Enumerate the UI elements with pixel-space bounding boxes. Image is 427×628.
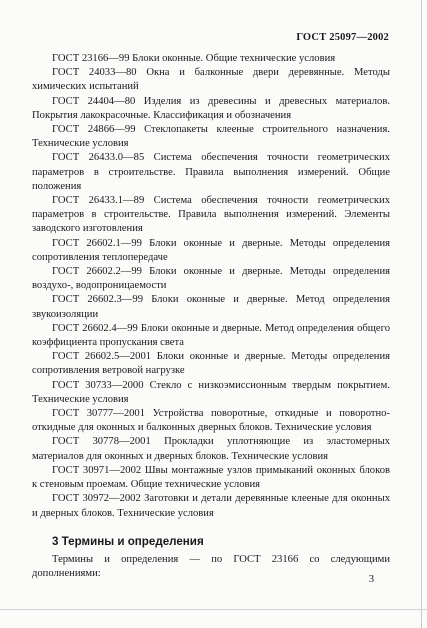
reference-item: ГОСТ 26602.2—99 Блоки оконные и дверные. Методы определения воздухо-, водопроницаемости xyxy=(32,266,390,292)
standard-header: ГОСТ 25097—2002 xyxy=(296,32,389,43)
reference-item: ГОСТ 23166—99 Блоки оконные. Общие технические условия xyxy=(52,53,336,64)
reference-item: ГОСТ 26602.4—99 Блоки оконные и дверные. Метод определения общего коэффициента пропускания света xyxy=(32,322,390,349)
reference-item: ГОСТ 26433.1—89 Система обеспечения точности геометрических параметров в строительстве. Правила выполнения измерений. Элементы заводского изготовления xyxy=(32,195,390,235)
reference-item: ГОСТ 26433.0—85 Система обеспечения точности геометрических параметров в строительстве. Правила выполнения измерений. Общие положения xyxy=(32,152,390,192)
reference-item: ГОСТ 30971—2002 Швы монтажные узлов примыканий оконных блоков к стеновым проемам. Общие технические условия xyxy=(32,464,390,491)
reference-item: ГОСТ 24866—99 Стеклопакеты клееные строительного назначения. Технические условия xyxy=(32,124,390,150)
reference-item: ГОСТ 30778—2001 Прокладки уплотняющие из эластомерных материалов для оконных и дверных блоков. Технические условия xyxy=(32,436,390,462)
section-paragraph: Термины и определения — по ГОСТ 23166 со следующими дополнениями: xyxy=(32,553,390,579)
reference-item: ГОСТ 26602.1—99 Блоки оконные и дверные. Методы определения сопротивления теплопередаче xyxy=(32,237,390,263)
reference-item: ГОСТ 26602.3—99 Блоки оконные и дверные. Метод определения звукоизоляции xyxy=(32,294,390,320)
reference-item: ГОСТ 26602.5—2001 Блоки оконные и дверные. Методы определения сопротивления ветровой нагрузке xyxy=(32,351,390,377)
scan-edge xyxy=(421,0,422,628)
reference-item: ГОСТ 30733—2000 Стекло с низкоэмиссионным твердым покрытием. Технические условия xyxy=(32,379,390,405)
reference-item: ГОСТ 24404—80 Изделия из древесины и древесных материалов. Покрытия лакокрасочные. Классификация и обозначения xyxy=(32,95,390,121)
section-heading: 3 Термины и определения xyxy=(52,534,204,548)
page-content xyxy=(32,52,390,581)
reference-item: ГОСТ 24033—80 Окна и балконные двери деревянные. Методы химических испытаний xyxy=(32,67,390,93)
page-number: 3 xyxy=(368,574,374,585)
reference-item: ГОСТ 30777—2001 Устройства поворотные, откидные и поворотно-откидные для оконных и балконных дверных блоков. Технические условия xyxy=(32,408,390,434)
scan-edge xyxy=(0,609,427,610)
reference-item: ГОСТ 30972—2002 Заготовки и детали деревянные клееные для оконных и дверных блоков. Технические условия xyxy=(32,493,390,519)
